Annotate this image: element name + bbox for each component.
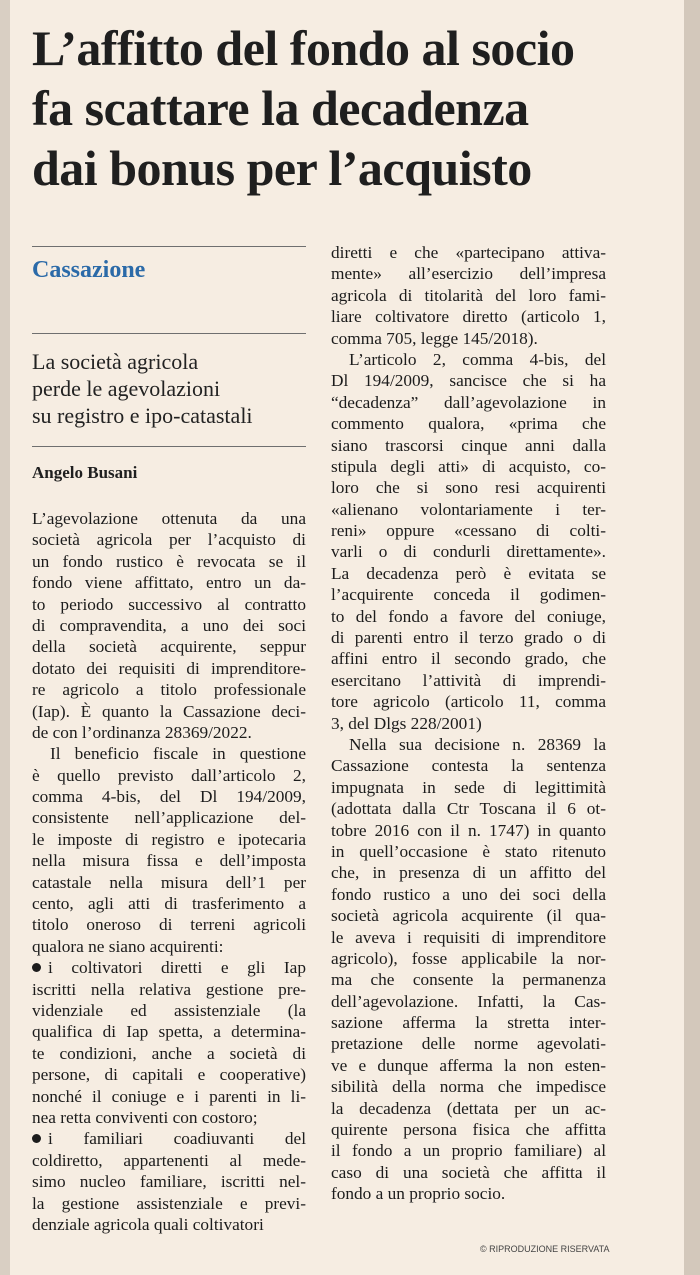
text-line: le aveva i requisiti di imprenditore	[331, 927, 606, 947]
text-line: sazione afferma la stretta inter-	[331, 1013, 606, 1033]
text-line: è quello previsto dall’articolo 2,	[32, 765, 306, 785]
text-line: liare coltivatore diretto (articolo 1,	[331, 307, 606, 327]
text-line: pretazione delle norme agevolati-	[331, 1034, 606, 1054]
article-subtitle	[32, 348, 312, 429]
text-line: ve e dunque afferma la non esten-	[331, 1055, 606, 1075]
text-line: fondo rustico a uno dei soci della	[331, 884, 606, 904]
text-line: nonché il coniuge e i parenti in li-	[32, 1086, 306, 1106]
text-line: cento, agli atti di trasferimento a	[32, 894, 306, 914]
text-line: coldiretto, appartenenti al mede-	[32, 1150, 306, 1170]
text-column-1	[32, 508, 306, 1235]
text-line: mente» all’esercizio dell’impresa	[331, 264, 606, 284]
text-line: caso di una società che affitta il	[331, 1162, 606, 1182]
text-line: commento qualora, «prima che	[331, 414, 606, 434]
text-line: affini entro il secondo grado, che	[331, 649, 606, 669]
text-line: in quell’occasione è stato ritenuto	[331, 841, 606, 861]
divider-rule	[32, 333, 306, 334]
text-line: 3, del Dlgs 228/2001)	[331, 713, 482, 733]
page-edge-right	[684, 0, 700, 1275]
text-line: agricola di titolarità del loro fami-	[331, 285, 606, 305]
text-line: agricolo), fosse applicabile la nor-	[331, 948, 606, 968]
text-line: qualifica di Iap spetta, a determina-	[32, 1022, 306, 1042]
text-line: dotato dei requisiti di imprenditore-	[32, 658, 306, 678]
text-line: il fondo a un proprio familiare) al	[331, 1141, 606, 1161]
text-line: la decadenza (dettata per un ac-	[331, 1098, 606, 1118]
text-line: dell’agevolazione. Infatti, la Cas-	[331, 991, 606, 1011]
section-label: Cassazione	[32, 257, 146, 283]
title-line: L’affitto del fondo al socio	[32, 20, 575, 76]
text-line: quirente persona fisica che affitta	[331, 1120, 606, 1140]
text-line: L’articolo 2, comma 4-bis, del	[349, 349, 606, 369]
text-line: L’agevolazione ottenuta da una	[32, 509, 306, 528]
text-line: società agricola acquirente (il qua-	[331, 906, 606, 926]
text-line: La decadenza però è evitata se	[331, 563, 606, 583]
title-line: dai bonus per l’acquisto	[32, 140, 532, 196]
page-edge-left	[0, 0, 10, 1275]
text-line: comma 705, legge 145/2018).	[331, 328, 538, 348]
title-line: fa scattare la decadenza	[32, 80, 529, 136]
text-line: società agricola per l’acquisto di	[32, 530, 306, 550]
text-line: l’acquirente conceda il godimen-	[331, 585, 606, 605]
text-line: impugnata in sede di legittimità	[331, 777, 606, 797]
text-line: catastale nella misura dell’1 per	[32, 872, 306, 892]
text-line: i coltivatori diretti e gli Iap	[32, 957, 306, 978]
text-line: sibilità della norma che impedisce	[331, 1077, 606, 1097]
text-line: comma 4-bis, del Dl 194/2009,	[32, 787, 306, 807]
text-line: le imposte di registro e ipotecaria	[32, 829, 306, 849]
text-line: tore agricolo (articolo 11, comma	[331, 692, 606, 712]
text-line: videnziale ed assistenziale (la	[32, 1000, 306, 1020]
text-line: ma che consente la permanenza	[331, 970, 606, 990]
text-line: nea retta conviventi con costoro;	[32, 1107, 258, 1127]
text-line: tobre 2016 con il n. 1747) in quanto	[331, 820, 606, 840]
text-line: (Iap). È quanto la Cassazione deci-	[32, 701, 306, 721]
text-line: re agricolo a titolo professionale	[32, 680, 306, 700]
text-line: Dl 194/2009, sancisce che si ha	[331, 371, 606, 391]
text-line: de con l’ordinanza 28369/2022.	[32, 722, 252, 742]
text-line: titolo oneroso di terreni agricoli	[32, 915, 306, 935]
article-title	[32, 18, 632, 198]
text-line: to periodo successivo al contratto	[32, 594, 306, 614]
text-line: della società acquirente, seppur	[32, 637, 306, 657]
copyright-notice: © RIPRODUZIONE RISERVATA	[480, 1244, 610, 1254]
bullet-icon	[32, 963, 41, 972]
divider-rule	[32, 246, 306, 247]
text-line: fondo a un proprio socio.	[331, 1184, 506, 1204]
text-line: diretti e che «partecipano attiva-	[331, 243, 606, 262]
text-line: Cassazione contesta la sentenza	[331, 756, 606, 776]
text-line: denziale agricola quali coltivatori	[32, 1214, 264, 1234]
text-line: Il beneficio fiscale in questione	[50, 744, 306, 764]
text-line: qualora ne siano acquirenti:	[32, 936, 224, 956]
text-line: to del fondo a favore del coniuge,	[331, 606, 606, 626]
text-line: i familiari coadiuvanti del	[32, 1128, 306, 1149]
text-line: persone, di capitali e cooperative)	[32, 1065, 306, 1085]
text-line: di compravendita, a uno dei soci	[32, 615, 306, 635]
divider-rule	[32, 446, 306, 447]
text-line: nella misura fissa e dell’imposta	[32, 851, 306, 871]
text-line: (adottata dalla Ctr Toscana il 6 ot-	[331, 799, 606, 819]
bullet-icon	[32, 1134, 41, 1143]
text-line: consistente nell’applicazione del-	[32, 808, 306, 828]
text-line: siano trascorsi cinque anni dalla	[331, 435, 606, 455]
text-line: simo nucleo familiare, iscritti nel-	[32, 1172, 306, 1192]
text-line: loro che si sono resi acquirenti	[331, 478, 606, 498]
text-line: la gestione assistenziale e previ-	[32, 1193, 306, 1213]
subtitle-line: La società agricola	[32, 349, 199, 374]
text-line: stipula degli atti» di acquisto, co-	[331, 456, 606, 476]
text-line: fondo viene affittato, entro un da-	[32, 573, 306, 593]
text-line: iscritti nella relativa gestione pre-	[32, 979, 306, 999]
text-line: «alienano volontariamente i ter-	[331, 499, 606, 519]
text-line: “decadenza” dall’agevolazione in	[331, 392, 606, 412]
text-line: te condizioni, anche a società di	[32, 1043, 306, 1063]
text-line: Nella sua decisione n. 28369 la	[349, 734, 606, 754]
text-line: esercitano l’attività di imprendi-	[331, 670, 606, 690]
text-line: reni» oppure «cessano di colti-	[331, 521, 606, 541]
subtitle-line: su registro e ipo-catastali	[32, 403, 253, 428]
subtitle-line: perde le agevolazioni	[32, 376, 221, 401]
text-line: che, in presenza di un affitto del	[331, 863, 606, 883]
text-line: varli o di condurli direttamente».	[331, 542, 606, 562]
text-column-2	[331, 242, 606, 1205]
text-line: di parenti entro il terzo grado o di	[331, 628, 606, 648]
author-byline: Angelo Busani	[32, 463, 138, 482]
text-line: un fondo rustico è revocata se il	[32, 551, 306, 571]
